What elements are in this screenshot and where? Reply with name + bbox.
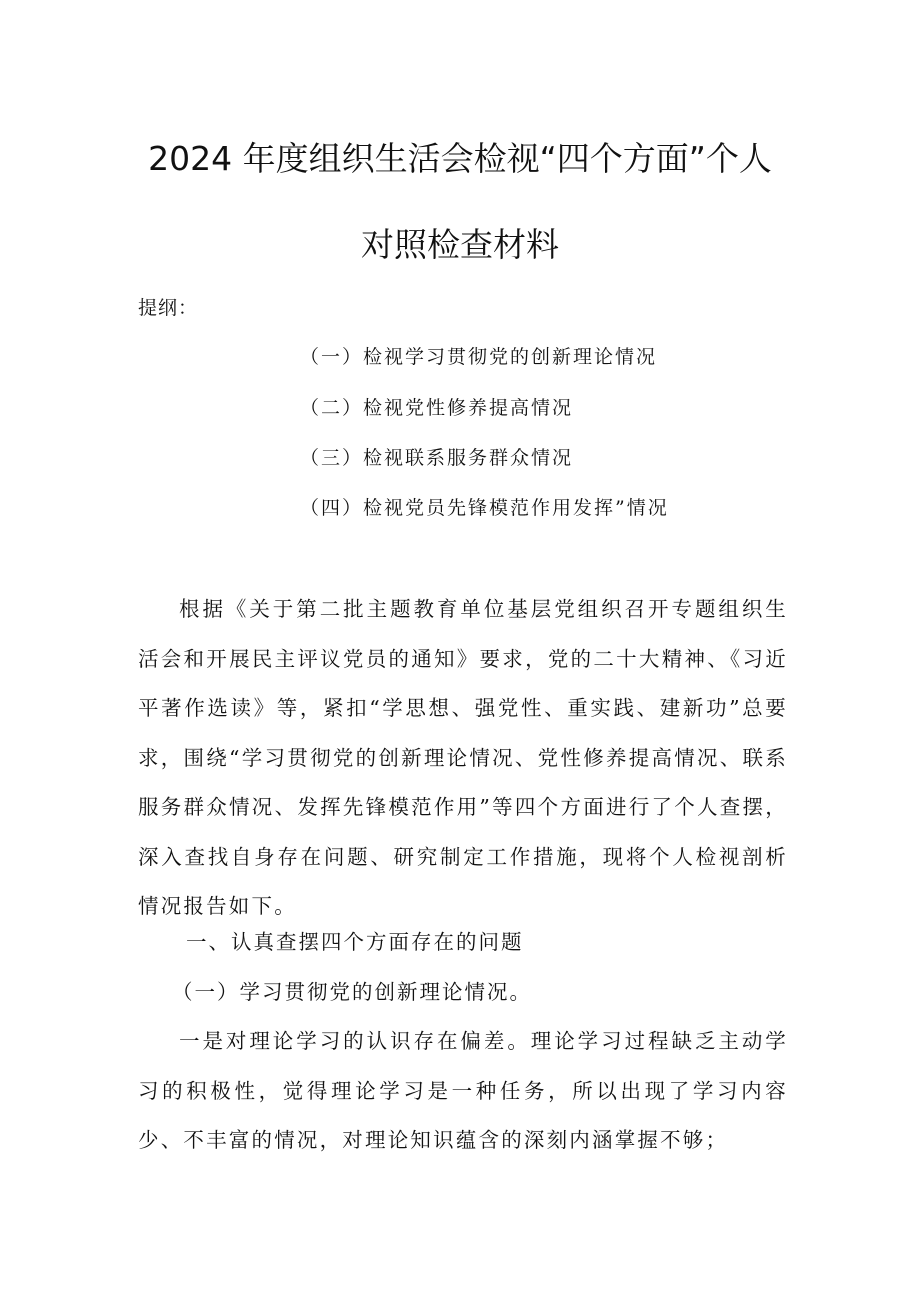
document-title-line-1: 2024 年度组织生活会检视“四个方面”个人 [148, 139, 772, 178]
document-title-line-2: 对照检查材料 [361, 225, 559, 264]
outline-item: （四）检视党员先锋模范作用发挥”情况 [300, 497, 669, 519]
section-heading: 一、认真查摆四个方面存在的问题 [186, 930, 524, 954]
outline-label: 提纲： [138, 297, 199, 319]
outline-item: （三）检视联系服务群众情况 [300, 447, 574, 469]
intro-paragraph: 根据《关于第二批主题教育单位基层党组织召开专题组织生活会和开展民主评议党员的通知》要求，党的二十大精神、《习近平著作选读》等，紧扣“学思想、强党性、重实践、建新功”总要求，围绕“学习贯彻党的创新理论情况、党性修养提高情况、联系服务群众情况、发挥先锋模范作用”等四个方面进行了个人查摆，深入查找自身存在问题、研究制定工作措施，现将个人检视剖析情况报告如下。 [138, 597, 788, 918]
outline-item: （一）检视学习贯彻党的创新理论情况 [300, 346, 658, 368]
body-paragraph: 一是对理论学习的认识存在偏差。理论学习过程缺乏主动学习的积极性，觉得理论学习是一种任务，所以出现了学习内容少、不丰富的情况，对理论知识蕴含的深刻内涵掌握不够； [138, 1029, 788, 1152]
subsection-heading: （一）学习贯彻党的创新理论情况。 [172, 980, 532, 1004]
outline-item: （二）检视党性修养提高情况 [300, 397, 574, 419]
